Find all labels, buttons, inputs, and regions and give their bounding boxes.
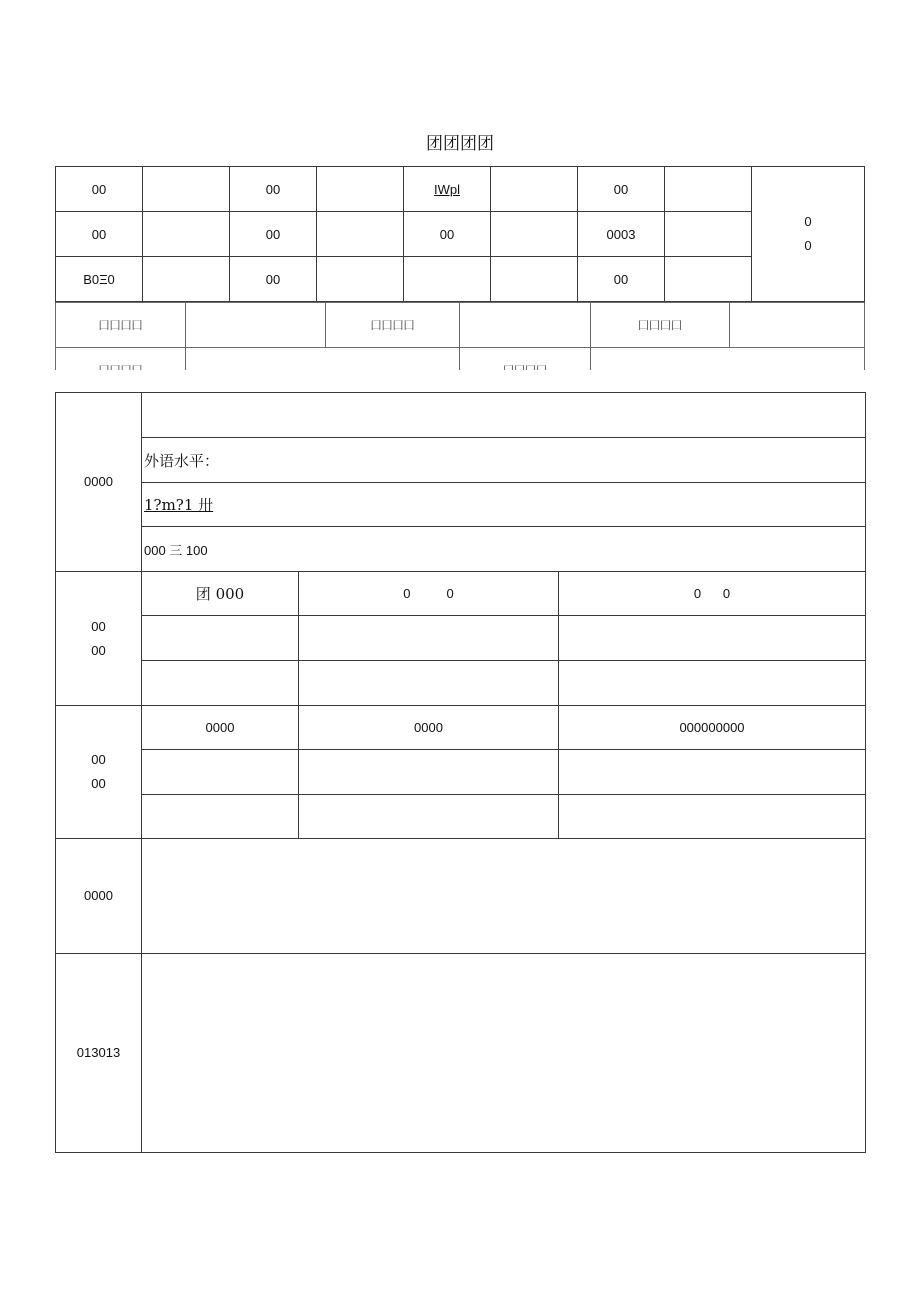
contact-label: 囗囗囗囗 bbox=[326, 303, 460, 348]
field-value[interactable] bbox=[143, 167, 230, 212]
field-value[interactable] bbox=[317, 257, 404, 302]
skills-label: 0000 bbox=[56, 393, 142, 572]
field-label: 00 bbox=[230, 257, 317, 302]
field-label: 00 bbox=[578, 167, 665, 212]
work-label-line1: 00 bbox=[91, 752, 106, 767]
education-cell[interactable] bbox=[299, 616, 559, 661]
field-label: 00 bbox=[404, 212, 491, 257]
skills-line[interactable]: 000 三 100 bbox=[142, 527, 866, 572]
photo-label-line2: 0 bbox=[804, 238, 812, 253]
education-header-row bbox=[56, 572, 866, 616]
work-cell[interactable] bbox=[559, 750, 866, 795]
field-label: B0Ξ0 bbox=[56, 257, 143, 302]
resume-main-table bbox=[55, 392, 866, 1153]
work-cell[interactable] bbox=[142, 750, 299, 795]
field-label: 00 bbox=[56, 212, 143, 257]
basic-info-row bbox=[56, 257, 865, 302]
education-row bbox=[56, 661, 866, 706]
education-label-line1: 00 bbox=[91, 618, 106, 634]
field-label: 00 bbox=[230, 212, 317, 257]
education-label-line2: 00 bbox=[91, 642, 106, 658]
field-label: IWpl bbox=[404, 167, 491, 212]
section4-row bbox=[56, 839, 866, 954]
field-label: 00 bbox=[56, 167, 143, 212]
education-header bbox=[142, 572, 299, 616]
foreign-language-line[interactable]: 外语水平： bbox=[142, 438, 866, 483]
field-value[interactable] bbox=[665, 257, 752, 302]
field-value[interactable] bbox=[665, 167, 752, 212]
work-header: 000000000 bbox=[559, 706, 866, 750]
skills-line[interactable]: 1?m?1 卅 bbox=[142, 483, 866, 527]
education-cell[interactable] bbox=[559, 616, 866, 661]
cropped-strip bbox=[55, 370, 865, 392]
education-cell[interactable] bbox=[142, 616, 299, 661]
work-label bbox=[56, 706, 142, 839]
section5-content[interactable] bbox=[142, 954, 866, 1153]
field-value[interactable] bbox=[317, 212, 404, 257]
field-value[interactable] bbox=[491, 257, 578, 302]
education-header: 0 0 bbox=[299, 572, 559, 616]
basic-info-row bbox=[56, 212, 865, 257]
work-label-line2: 00 bbox=[91, 776, 106, 791]
skills-row bbox=[56, 438, 866, 483]
work-row bbox=[56, 750, 866, 795]
field-label: 00 bbox=[578, 257, 665, 302]
skills-row bbox=[56, 483, 866, 527]
contact-row bbox=[56, 303, 865, 348]
work-header: 0000 bbox=[299, 706, 559, 750]
work-cell[interactable] bbox=[142, 795, 299, 839]
photo-cell[interactable] bbox=[752, 167, 865, 302]
page-title: 团团团团 bbox=[426, 134, 494, 153]
education-label bbox=[56, 572, 142, 706]
field-value[interactable] bbox=[491, 167, 578, 212]
field-label: 0003 bbox=[578, 212, 665, 257]
skills-row bbox=[56, 527, 866, 572]
work-row bbox=[56, 795, 866, 839]
section4-label: 0000 bbox=[56, 839, 142, 954]
work-header-row bbox=[56, 706, 866, 750]
field-value[interactable] bbox=[491, 212, 578, 257]
contact-value[interactable] bbox=[186, 303, 326, 348]
basic-info-row bbox=[56, 167, 865, 212]
education-header: 0 0 bbox=[559, 572, 866, 616]
basic-info-table bbox=[55, 166, 865, 302]
photo-label-line1: 0 bbox=[804, 214, 812, 229]
field-label: 00 bbox=[230, 167, 317, 212]
work-cell[interactable] bbox=[299, 795, 559, 839]
contact-value[interactable] bbox=[460, 303, 591, 348]
section5-label: 013013 bbox=[56, 954, 142, 1153]
field-label bbox=[404, 257, 491, 302]
education-cell[interactable] bbox=[299, 661, 559, 706]
work-cell[interactable] bbox=[299, 750, 559, 795]
education-header-text: 团 000 bbox=[195, 585, 245, 603]
education-cell[interactable] bbox=[142, 661, 299, 706]
section5-row bbox=[56, 954, 866, 1153]
field-value[interactable] bbox=[665, 212, 752, 257]
education-row bbox=[56, 616, 866, 661]
field-value[interactable] bbox=[317, 167, 404, 212]
work-header: 0000 bbox=[142, 706, 299, 750]
section4-content[interactable] bbox=[142, 839, 866, 954]
field-value[interactable] bbox=[143, 257, 230, 302]
education-cell[interactable] bbox=[559, 661, 866, 706]
contact-label: 囗囗囗囗 bbox=[56, 303, 186, 348]
contact-label: 囗囗囗囗 bbox=[591, 303, 730, 348]
contact-value[interactable] bbox=[730, 303, 865, 348]
skills-row bbox=[56, 393, 866, 438]
field-value[interactable] bbox=[143, 212, 230, 257]
skills-line[interactable] bbox=[142, 393, 866, 438]
work-cell[interactable] bbox=[559, 795, 866, 839]
